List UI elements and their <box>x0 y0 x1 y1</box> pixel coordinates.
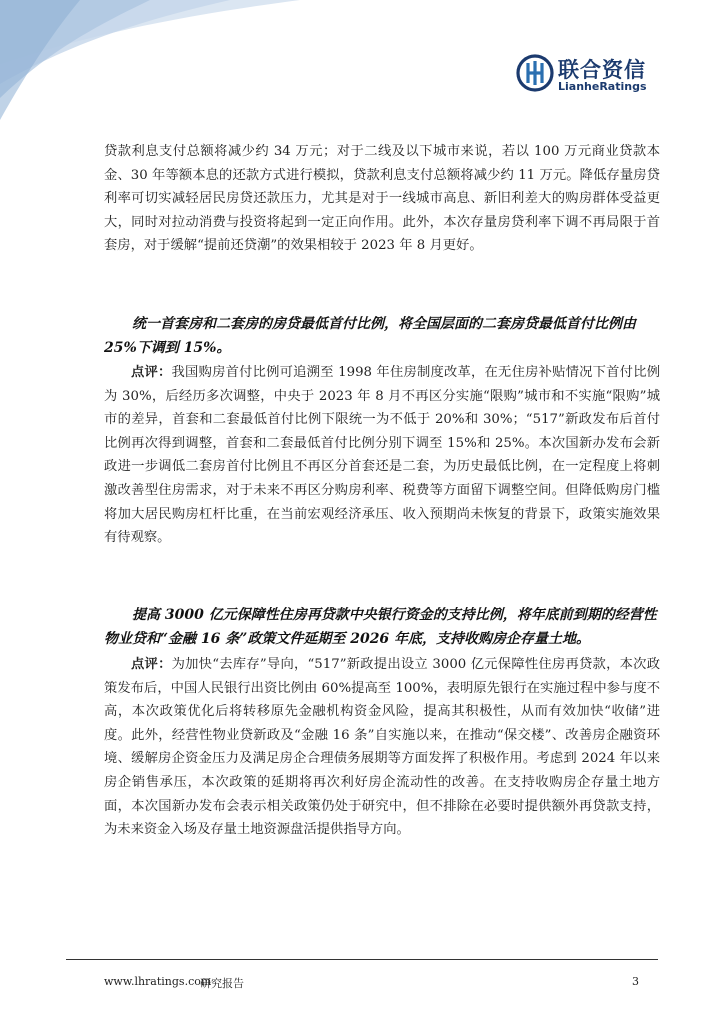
footer-divider <box>66 959 658 960</box>
comment-label: 点评： <box>131 657 172 672</box>
footer-doc-type: 研究报告 <box>200 977 244 990</box>
corner-decoration <box>0 0 300 150</box>
company-logo <box>516 54 646 98</box>
logo-text-en: LianheRatings <box>558 80 647 93</box>
footer-website: www.lhratings.com <box>104 975 212 988</box>
intro-paragraph: 贷款利息支付总额将减少约 34 万元；对于二线及以下城市来说，若以 100 万元商业贷款本金、30 年等额本息的还款方式进行模拟，贷款利息支付总额将减少约 11 万元。降低存量房贷利率可切实减轻居民房贷还款压力，尤其是对于一线城市高息、新旧利差大的购房群体受益更大，同时对拉动消费与投资将起到一定正向作用。此外，本次存量房贷利率下调不再局限于首套房，对于缓解“提前还贷潮”的效果相较于 2023 年 8 月更好。 <box>104 144 660 254</box>
section-2-heading: 提高 3000 亿元保障性住房再贷款中央银行资金的支持比例，将年底前到期的经营性物业贷和“金融 16 条”政策文件延期至 2026 年底，支持收购房企存量土地。 <box>104 607 657 647</box>
section-2-comment <box>104 653 660 842</box>
section-1-comment-text: 我国购房首付比例可追溯至 1998 年住房制度改革，在无住房补贴情况下首付比例为 30%，后经历多次调整，中央于 2023 年 8 月不再区分实施“限购”城市和不实施“限购”城市的差异，首套和二套最低首付比例下限统一为不低于 20%和 30%；“517”新政发布后首付比例再次得到调整，首套和二套最低首付比例分别下调至 15%和 25%。本次国新办发布会新政进一步调低二套房首付比例且不再区分首套还是二套，为历史最低比例，在一定程度上将刺激改善型住房需求，对于未来不再区分购房利率、税费等方面留下调整空间。但降低购房门槛将加大居民购房杠杆比重，在当前宏观经济承压、收入预期尚未恢复的背景下，政策实施效果有待观察。 <box>104 365 661 546</box>
logo-text-cn: 联合资信 <box>558 58 646 82</box>
section-1-comment <box>104 361 660 550</box>
logo-mark-icon <box>516 54 554 92</box>
section-1-heading: 统一首套房和二套房的房贷最低首付比例，将全国层面的二套房贷最低首付比例由 25%下调到 15%。 <box>104 316 636 356</box>
comment-label: 点评： <box>131 365 172 380</box>
page-number: 3 <box>632 975 639 988</box>
section-2-comment-text: 为加快“去库存”导向，“517”新政提出设立 3000 亿元保障性住房再贷款，本次政策发布后，中国人民银行出资比例由 60%提高至 100%，表明原先银行在实施过程中参与度不高，本次政策优化后将转移原先金融机构资金风险，提高其积极性，从而有效加快“收储”进度。此外，经营性物业贷新政及“金融 16 条”自实施以来，在推动“保交楼”、改善房企融资环境、缓解房企资金压力及满足房企合理债务展期等方面发挥了积极作用。考虑到 2024 年以来房企销售承压，本次政策的延期将再次利好房企流动性的改善。在支持收购房企存量土地方面，本次国新办发布会表示相关政策仍处于研究中，但不排除在必要时提供额外再贷款支持，为未来资金入场及存量土地资源盘活提供指导方向。 <box>104 657 660 838</box>
